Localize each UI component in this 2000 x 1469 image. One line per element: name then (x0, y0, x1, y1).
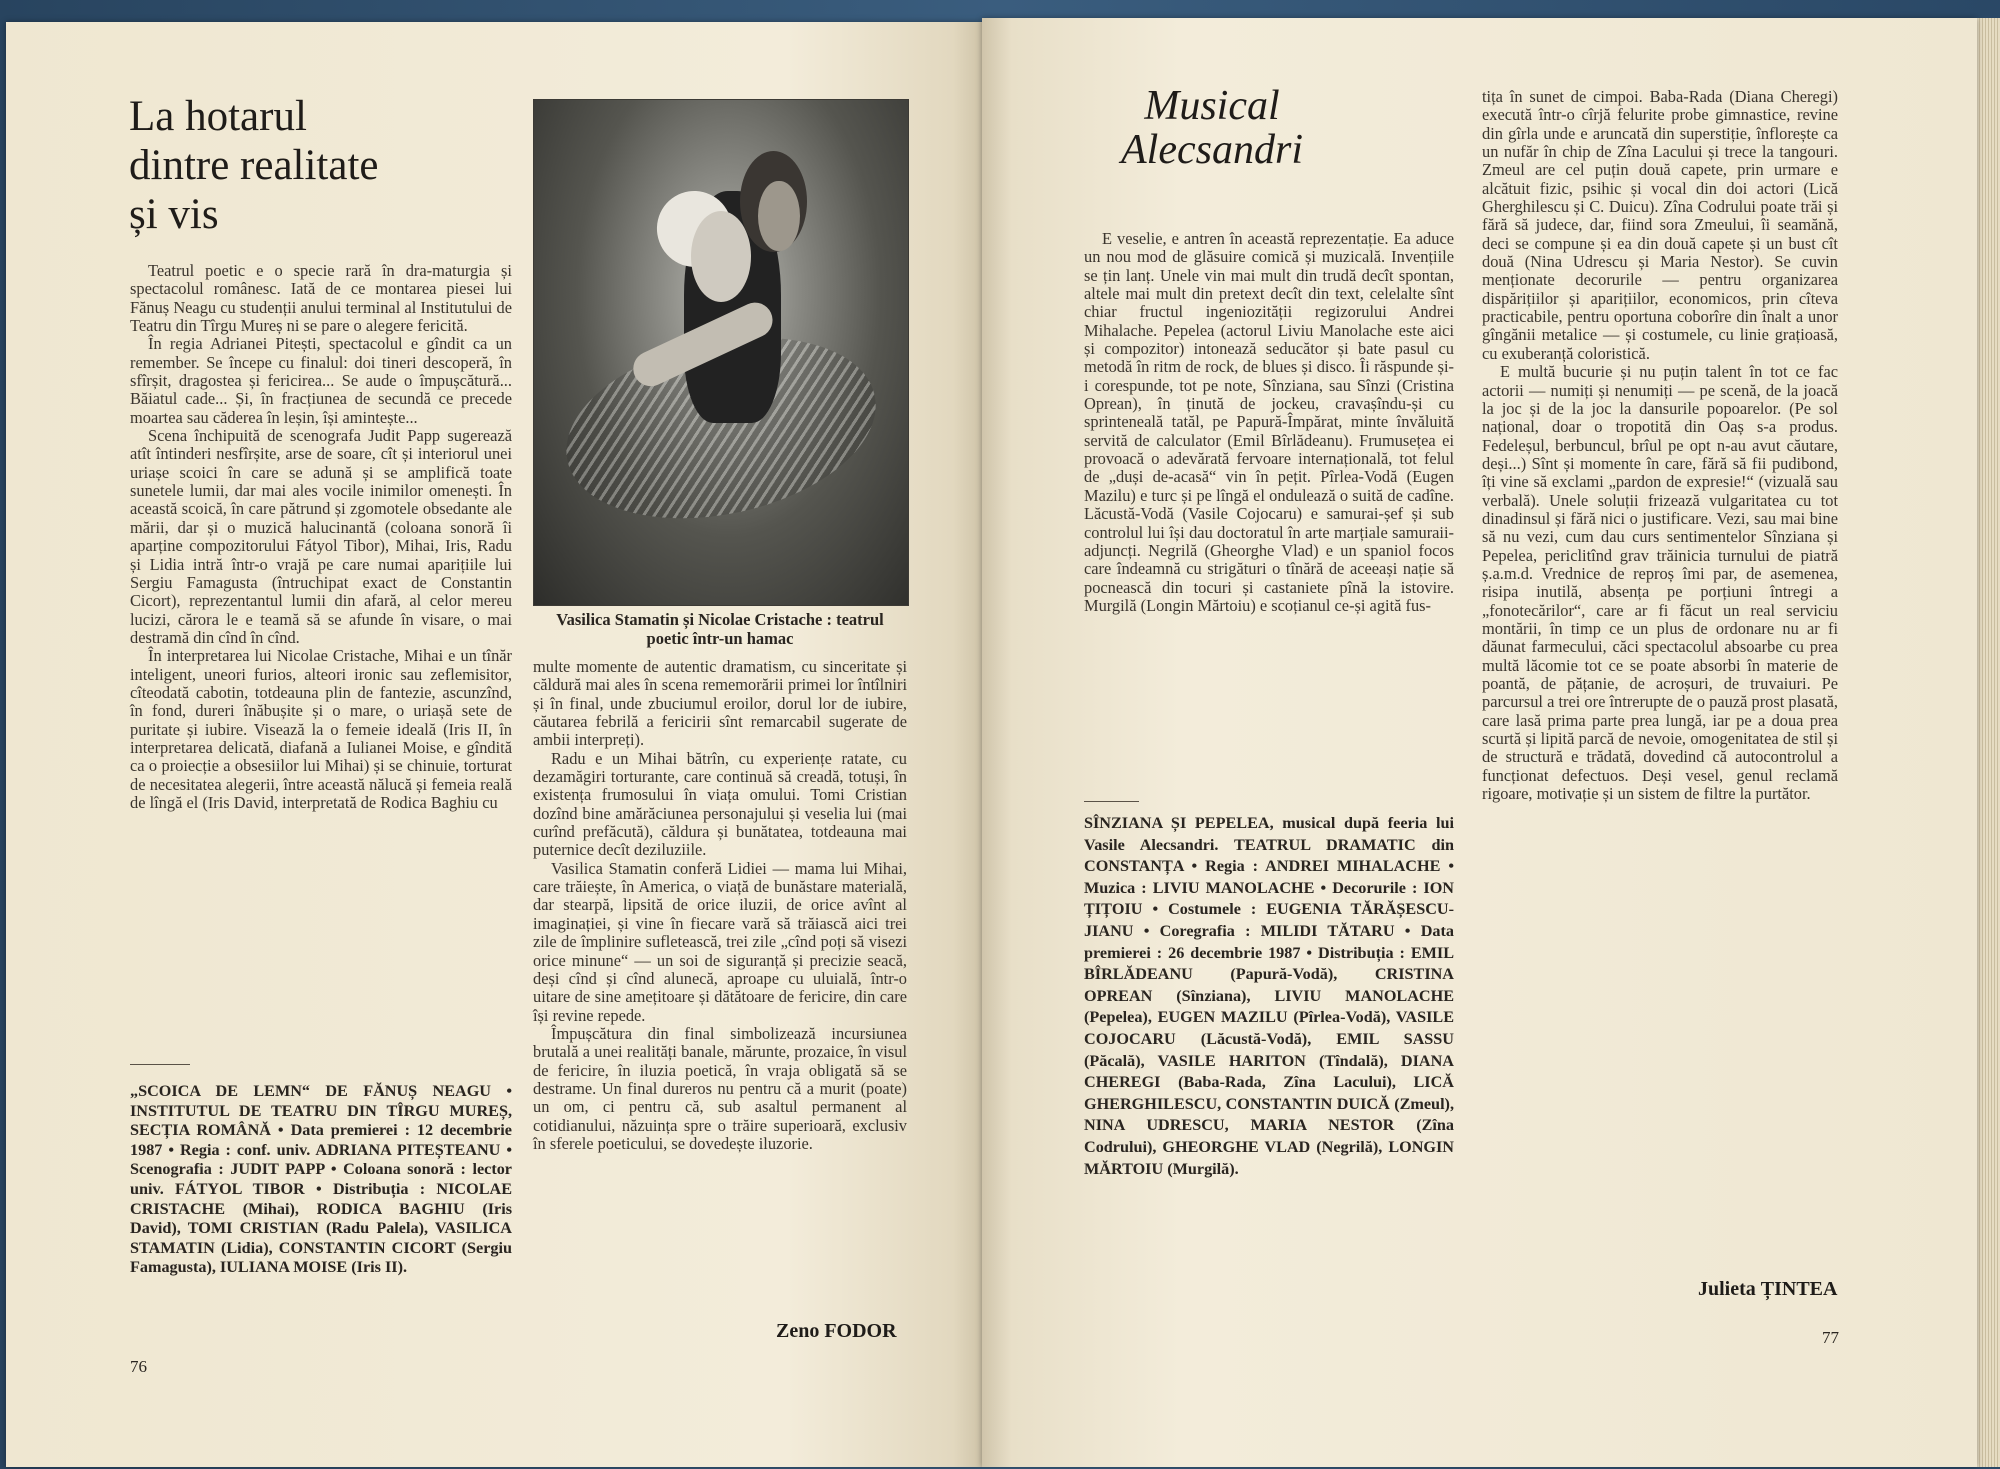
paragraph: Teatrul poetic e o specie rară în dra-maturgia și spectacolul românesc. Iată de ce montarea piesei lui Fănuș Neagu cu studenții anului terminal al Institutului de Teatru din Tîrgu Mureș ni se pare o alegere fericită. (130, 261, 512, 336)
left-page (6, 22, 982, 1467)
actor-face (758, 181, 799, 252)
article-title (1112, 84, 1312, 172)
title-line: Alecsandri (1121, 127, 1303, 173)
title-line: Musical (1144, 83, 1280, 129)
page-number: 77 (1822, 1328, 1839, 1347)
actress-face (691, 211, 751, 302)
credits-rule (130, 1064, 190, 1065)
paragraph: Scena închipuită de scenografa Judit Papp sugerează atît întinderi nesfîrșite, arse de soare, cît și interiorul unei uriașe scoici în care se adună și se amplifică toate sunetele lumii, dar mai ales vocile inimilor omenești. În această scoică, în care pătrund și zgomotele obsedante ale mării, dar și o muzică halucinantă (coloana sonoră îi aparține compozitorului Fátyol Tibor), Mihai, Iris, Radu și Lidia intră într-o vrajă pe care numai aparițiile lui Sergiu Famagusta (întruchipat exact de Constantin Cicort), reprezentantul lumii din afară, al celor mereu lucizi, cărora le e teamă să se afunde în visare, o mai destramă din cînd în cînd. (130, 426, 512, 647)
left-article-column-2 (533, 658, 907, 1318)
page-edges (1974, 18, 2000, 1467)
paragraph: multe momente de autentic dramatism, cu sinceritate și căldură mai ales în scena rememorării primei lor întîlniri și în final, unde zbuciumul eroilor, dorul lor de iubire, căutarea febrilă a fericirii sînt remarcabil sugerate de ambii interpreți). (533, 657, 907, 750)
author-signature: Zeno FODOR (776, 1320, 897, 1342)
right-article-column-1 (1084, 230, 1454, 790)
paragraph: Împușcătura din final simbolizează incursiunea brutală a unei realități banale, mărunte, prozaice, în visul de fericire, în iluzia poetică, în vraja obligată să se destrame. Un final dureros nu pentru că a murit (poate) un om, ci pentru că, sub asaltul permanent al cotidianului, năzuința spre o trăire superioară, exclusiv în sferele poeticului, se dovedește iluzorie. (533, 1023, 907, 1153)
right-article-column-2 (1482, 88, 1838, 1268)
author-signature: Julieta ȚINTEA (1698, 1278, 1838, 1300)
paragraph: În interpretarea lui Nicolae Cristache, Mihai e un tînăr inteligent, uneori furios, alteori ironic sau zeflemisitor, cîteodată cabotin, totdeauna plin de fantezie, ascunzînd, în fond, dureri înăbușite și o mare, o uriașă sete de puritate și iubire. Visează la o femeie ideală (Iris II, în interpretarea delicată, diafană a Iulianei Moise, e gîndită ca o proiecție a obsesiilor lui Mihai) și se chinuie, torturat de necesitatea alegerii, între această nălucă și femeia reală de lîngă el (Iris David, interpretată de Rodica Baghiu cu (130, 646, 512, 812)
page-number: 76 (130, 1357, 147, 1376)
headline-line: La hotarul (129, 93, 307, 140)
paragraph: Vasilica Stamatin conferă Lidiei — mama lui Mihai, care trăiește, în America, o viață de bunăstare materială, dar stearpă, lipsită de orice iluzii, de orice avînt al imaginației, și vine în fiecare vară să trăiască aici trei zile de împlinire sufletească, trei zile „cînd poți să visezi orice minune“ — un soi de siguranță și precizie seacă, deși cînd și cînd alunecă, aproape cu uluială, într-o uitare de sine amețitoare și dătătoare de fericire, din care își revine repede. (533, 858, 907, 1025)
credits-rule (1084, 801, 1139, 802)
photo-caption: Vasilica Stamatin și Nicolae Cristache : teatrul poetic într-un hamac (556, 610, 884, 648)
paragraph: În regia Adrianei Pitești, spectacolul e gîndit ca un remember. Se începe cu finalul: doi tineri descoperă, în sfîrșit, dragostea și fericirea... Se aude o împușcătură... Băiatul cade... Și, în fracțiunea de secundă ce precede moartea sau căderea în leșin, își amintește... (130, 334, 512, 427)
production-photo (533, 99, 909, 606)
paragraph: E multă bucurie și nu puțin talent în tot ce fac actorii — numiți și nenumiți — pe scenă, de la joacă la joc și de la joc la dansurile popoarelor. (Pe sol național, doar o tropotită din Oaș s-a produs. Fedeleșul, berbuncul, brîul pe opt n-au avut căutare, deși...) Sînt și momente în care, fără să fii pudibond, îți vine să exclami „pardon de expresie!“ (vizuală sau verbală). Unele soluții frizează vulgaritatea cu tot dinadinsul și fără nici o justificare. Vezi, sau mai bine să nu vezi, cum dau curs sentimentelor Sînziana și Pepelea, periclitînd grav trăinicia turnului de piatră ș.a.m.d. Vrednice de reproș îmi par, de asemenea, risipa inutilă, absența pe porțiuni întregi a „fonotecărilor“, care ar fi făcut un real serviciu montării, în timp ce un plus de ordonare nu ar fi dăunat farmecului, căci spectacolul absoarbe cu prea multă lăcomie tot ce se poate absorbi în materie de poantă, de pățanie, de acroșuri, de truvaiuri. Pe parcursul a trei ore întrerupte de o pauză prost plasată, care lasă prima parte prea lungă, iar pe a doua prea scurtă și lipită parcă de nevoie, omogenitatea de stil și de structură e trădată, dovedind că autocontrolul a funcționat defectuos. Deși vesel, genul reclamă rigoare, motivație și un sistem de filtre la purtător. (1482, 362, 1838, 804)
headline-line: și vis (129, 191, 219, 238)
right-page (982, 18, 1977, 1467)
paragraph: Radu e un Mihai bătrîn, cu experiențe ratate, cu dezamăgiri torturante, care continuă să creadă, totuși, în existența frumosului în viața omului. Tomi Cristian dozînd bine amărăciunea personajului și veselia lui (mai curînd prefăcută), căldura și bunătatea, totdeauna mai puternice decît deziluziile. (533, 748, 907, 860)
production-credits: „SCOICA DE LEMN“ DE FĂNUȘ NEAGU • INSTITUTUL DE TEATRU DIN TÎRGU MUREȘ, SECȚIA ROMÂNĂ • Data premierei : 12 decembrie 1987 • Regia : conf. univ. ADRIANA PITEȘTEANU • Scenografia : JUDIT PAPP • Coloana sonoră : lector univ. FÁTYOL TIBOR • Distribuția : NICOLAE CRISTACHE (Mihai), RODICA BAGHIU (Iris David), TOMI CRISTIAN (Radu Palela), VASILICA STAMATIN (Lidia), CONSTANTIN CICORT (Sergiu Famagusta), IULIANA MOISE (Iris II). (130, 1082, 512, 1277)
left-article-column-1 (130, 262, 512, 1057)
headline-line: dintre realitate (129, 142, 379, 189)
paragraph: E veselie, e antren în această reprezentație. Ea aduce un nou mod de glăsuire comică și muzicală. Invențiile se țin lanț. Unele vin mai mult din trudă decît spontan, altele mai mult din pretext decît din text, celelalte sînt chiar fructul ingeniozității regizorului Andrei Mihalache. Pepelea (actorul Liviu Manolache este aici și compozitor) intonează seducător și bate pasul cu metodă în ritm de rock, de blues și disco. Îi răspunde și-i corespunde, tot pe note, Sînziana, sau Sînzi (Cristina Oprean), în ținută de jockeu, cravașîndu-și cu sprinteneală tatăl, pe Papură-Împărat, minte învăluită servită de calculator (Emil Bîrlădeanu). Frumusețea ei provoacă o adevărată fervoare internațională, tot felul de „duși de-acasă“ vin în pețit. Pîrlea-Vodă (Eugen Mazilu) e turc și pe lîngă el ondulează o suită de cadîne. Lăcustă-Vodă (Vasile Cojocaru) e samurai-șef și sub controlul lui își dau doctoratul în arte marțiale samuraii-adjuncți. Negrilă (Gheorghe Vlad) e un spaniol focos care îndeamnă cu strigături o tînără de aceeași nație să pocnească din tocuri și castaniete pînă la istovire. Murgilă (Longin Mărtoiu) e scoțianul ce-și agită fus- (1084, 229, 1454, 615)
paragraph: tița în sunet de cimpoi. Baba-Rada (Diana Cheregi) execută într-o cîrjă felurite probe gimnastice, revine din gîrla unde e aruncată din superstiție, înflorește ca un nufăr în chip de Zîna Lacului și trece la tangouri. Zmeul are cel puțin două capete, prin urmare e alcătuit fizic, psihic și vocal din doi actori (Lică Gherghilescu și C. Duicu). Zîna Codrului poate trăi și fără să judece, dar, fiind sora Zmeului, îi seamănă, deci se compune și ea din două capete și un bust cît două (Nina Udrescu și Maria Nestor). Se cuvin menționate decorurile — pentru organizarea dispărițiilor și aparițiilor, economicos, prin cîteva practicabile, pentru oportuna coborîre din înalt a unor gîngănii metalice — și costumele, cu linie grațioasă, cu exuberanță coloristică. (1482, 87, 1838, 363)
production-credits: SÎNZIANA ȘI PEPELEA, musical după feeria lui Vasile Alecsandri. TEATRUL DRAMATIC din CONSTANȚA • Regia : ANDREI MIHALACHE • Muzica : LIVIU MANOLACHE • Decorurile : ION ȚIȚOIU • Costumele : EUGENIA TĂRĂȘESCU-JIANU • Coregrafia : MILIDI TĂTARU • Data premierei : 26 decembrie 1987 • Distribuția : EMIL BÎRLĂDEANU (Papură-Vodă), CRISTINA OPREAN (Sînziana), LIVIU MANOLACHE (Pepelea), EUGEN MAZILU (Pîrlea-Vodă), VASILE COJOCARU (Lăcustă-Vodă), EMIL SASSU (Păcală), VASILE HARITON (Tîndală), DIANA CHEREGI (Baba-Rada, Zîna Lacului), LICĂ GHERGHILESCU, CONSTANTIN DUICĂ (Zmeul), NINA UDRESCU, MARIA NESTOR (Zîna Codrului), GHEORGHE VLAD (Negrilă), LONGIN MĂRTOIU (Murgilă). (1084, 814, 1454, 1178)
article-headline (129, 92, 449, 239)
